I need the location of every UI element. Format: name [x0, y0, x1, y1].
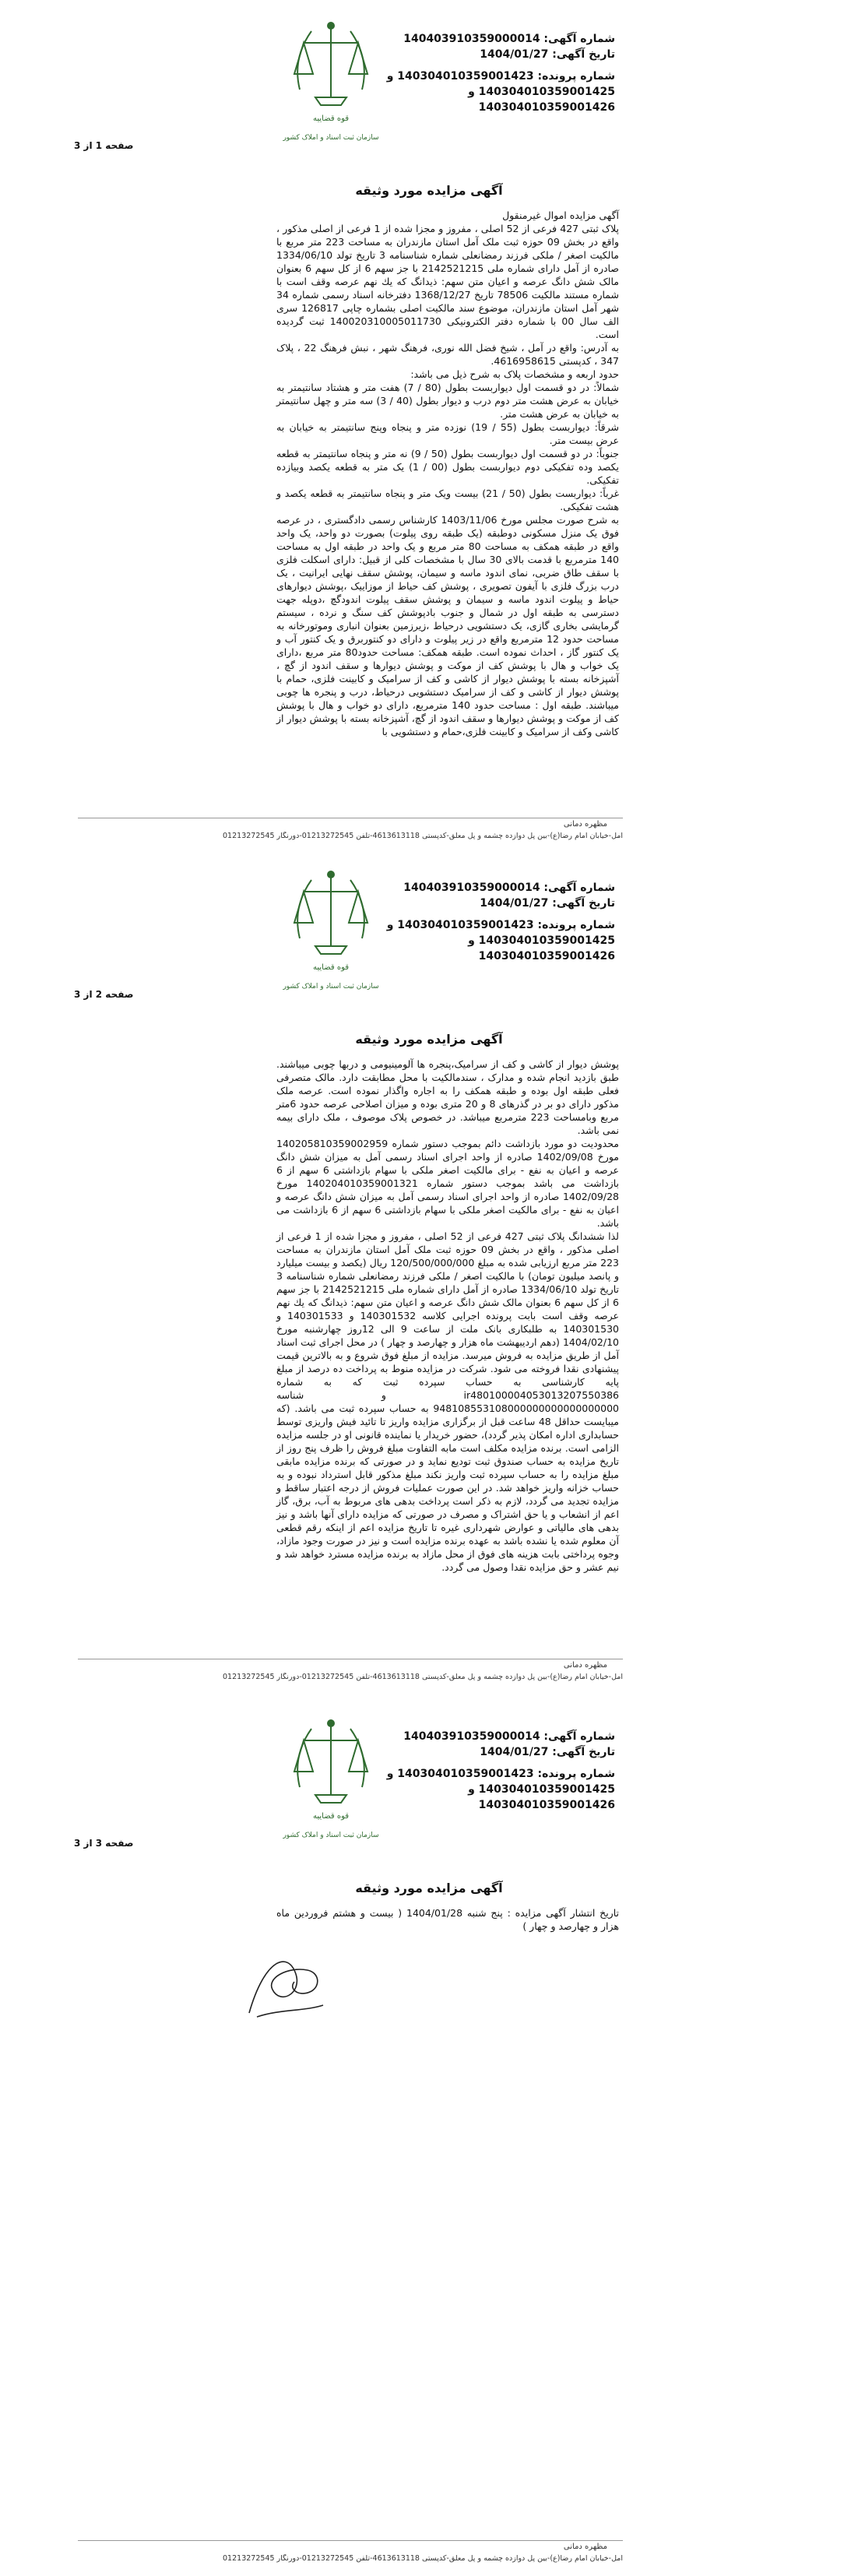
file-number-3: 140304010359001426 [478, 1799, 615, 1811]
paragraph: به آدرس: واقع در آمل ، شیخ فضل الله نوری، فرهنگ شهر ، نبش فرهنگ 22 ، پلاک 347 ، کدپستی 4616958615. [276, 342, 620, 367]
file-number-1: شماره پرونده: 140304010359001423 و [386, 1768, 615, 1780]
svg-text:قوه قضاییه: قوه قضاییه [312, 114, 350, 123]
paragraph: به شرح صورت مجلس مورخ 1403/11/06 کارشناس رسمی دادگستری ، در عرصه فوق یک منزل مسکونی دوطبقه (یک طبقه روی پیلوت) بصورت دو واحد، یک واحد واقع در طبقه همکف به مساحت 80 متر مربع و یک واحد در طبقه اول به مساحت 140 مترمربع با قدمت بالای 30 سال با مشخصات کلی از قبیل: دارای اسکلت فلزی با سقف طاق ضربی، نمای اندود ماسه و سیمان، پوشش سقف نهایی ایرانیت ، یک درب بزرگ فلزی با آیفون تصویری ، پوشش کف حیاط از موزاییک ،پوشش دیوارهای حیاط و پیلوت اندود ماسه و سیمان و پوشش سقف پیلوت اندودگچ ،دوپله جهت دسترسی به طبقه اول در شمال و جنوب بادپوشش کف سنگ و نرده ، سیستم گرمایشی بخاری گازی، یک دستشویی درحیاط ،زیرزمین بعنوان انباری وموتورخانه به مساحت حدود 12 مترمربع واقع در زیر پیلوت و دارای دو کنتوربرق و یک کنتور آب و یک کنتور گاز ، احداث نموده است. طبقه همکف: مساحت حدود80 متر مربع ،دارای یک خواب و هال با پوشش کف از موکت و پوشش دیوارها و سقف اندود از گچ ، آشپزخانه بسته با پوشش دیوار از کاشی و کف از سرامیک و کابینت فلزی، حمام با پوشش دیوار از کاشی و کف از سرامیک دستشویی درحیاط، درب و پنجره ها چوبی میباشند. طبقه اول : مساحت حدود 140 مترمربع، دارای دو خواب و هال با پوشش کف از موکت و پوشش دیوارها و سقف اندود از گچ، آشپزخانه بسته با پوشش دیوار از کاشی وکف از سرامیک و کابینت فلزی،حمام و دستشویی با [276, 514, 619, 737]
paragraph: جنوباً: در دو قسمت اول دیواربست بطول (50 / 9) نه متر و پنجاه سانتیمتر به قطعه یکصد وده تفکیکی دوم دیواربست بطول (00 / 1) یک متر به قطعه یکصد وبیازده تفکیکی. [276, 448, 619, 486]
emblem-caption: سازمان ثبت اسناد و املاک کشور [283, 134, 379, 142]
page-label: صفحه 2 از 3 [74, 989, 134, 1000]
ad-meta [386, 880, 615, 964]
page-title: آگهی مزایده مورد وثیقه [355, 1881, 503, 1895]
page-title: آگهی مزایده مورد وثیقه [355, 1032, 503, 1047]
footer-issuer: مظهره دمانی [563, 1661, 607, 1670]
paragraph: غرباً: دیواربست بطول (50 / 21) بیست ویک متر و پنجاه سانتیمتر به قطعه یکصد و هشت تفکیکی. [276, 487, 619, 512]
paragraph: شرقاً: دیواربست بطول (55 / 19) نوزده متر و پنجاه وپنج سانتیمتر به خیابان به عرض بیست متر. [276, 421, 619, 446]
page-2 [0, 857, 858, 1713]
page-label: صفحه 3 از 3 [74, 1838, 134, 1849]
page-label: صفحه 1 از 3 [74, 140, 134, 151]
paragraph: محدودیت دو مورد بازداشت دائم بموجب دستور شماره 140205810359002959 مورخ 1402/09/08 صادره از واحد اجرای اسناد رسمی آمل به میزان شش دانگ عرصه و اعیان به نفع - برای مالکیت اصغر ملکی با سهام بازداشتی 6 سهم از 6 بازداشت می باشد بموجب دستور شماره 140204010359001321 مورخ 1402/09/28 صادره از واحد اجرای اسناد رسمی آمل به میزان شش دانگ عرصه و اعیان به نفع - برای مالکیت اصغر ملکی با سهام بازداشتی 6 سهم از 6 بازداشت می باشد. [276, 1138, 620, 1229]
ad-number: شماره آگهی: 140403910359000014 [403, 33, 615, 45]
paragraph: لذا ششدانگ پلاک ثبتی 427 فرعی از 52 اصلی ، مفروز و مجزا شده از 1 فرعی از اصلی مذکور ، واقع در بخش 09 حوزه ثبت ملک آمل استان مازندران به مساحت 223 متر مربع ارزیابی شده به مبلغ 120/500/000/000 ریال (یکصد و بیست میلیارد و پانصد میلیون تومان) با مالکیت اصغر / ملکی فرزند رمضانعلی شماره شناسنامه 3 تاریخ تولد 1334/06/10 صادره از آمل دارای شماره ملی 2142521215 با جز سهم 6 از کل سهم 6 بعنوان مالک شش دانگ عرصه و اعیان متن سهم: ذیدانگ که یك نهم عرصه وقف است بابت پرونده اجرایی کلاسه 140301532 و 140301533 و 140301530 به طلبکاری بانک ملت از ساعت 9 الی 12روز چهارشنبه مورخ 1404/02/10 (دهم اردیبهشت ماه هزار و چهارصد و چهار ) در محل اجرای ثبت اسناد آمل از طریق مزایده به فروش میرسد. مزایده از مبلغ فوق شروع و به بالاترین قیمت پیشنهادی نقدا فروخته می شود. شرکت در مزایده منوط به پرداخت ده درصد از مبلغ پایه کارشناسی به حساب سپرده ثبت که به شماره ir480100004053013207550386 و شناسه 948108553108000000000000000000 به حساب سپرده ثبت می باشد. (که میبایست حداقل 48 ساعت قبل از برگزاری مزایده واریز تا تائید فیش واریزی توسط حسابداری اداره امکان پذیر گردد)، حضور خریدار یا نماینده قانونی او در جلسه مزایده الزامی است. برنده مزایده مکلف است مابه التفاوت مبلغ فروش را ظرف پنج روز از تاریخ مزایده به حساب صندوق ثبت تودیع نماید و در صورتی که برنده مزایده مابقی مبلغ مزایده را به حساب سپرده ثبت واریز نکند مبلغ مذکور قابل استرداد نبوده و به حساب خزانه واریز خواهد شد. در این صورت عملیات فروش از درجه اعتبار ساقط و مزایده تجدید می گردد، لازم به ذکر است پرداخت بدهی های مربوط به آب، برق، گاز اعم از انشعاب و یا حق اشتراک و مصرف در صورتی که مزایده دارای آنها باشد و نیز بدهی های مالیاتی و عوارض شهرداری غیره تا تاریخ مزایده اعم از اینکه رقم قطعی آن معلوم شده یا نشده باشد به عهده برنده مزایده است و نیز در صورت وجود مازاد، وجوه پرداختی بابت هزینه های فوق از محل مازاد به برنده مزایده مسترد خواهد شد و نیم عشر و حق مزایده نقدا وصول می گردد. [276, 1230, 620, 1573]
file-number-2: 140304010359001425 و [468, 1783, 615, 1796]
judiciary-emblem-icon [280, 12, 382, 144]
paragraph: تاریخ انتشار آگهی مزایده : پنج شنبه 1404/01/28 ( بیست و هشتم فروردین ماه هزار و چهارصد و چهار ) [276, 1907, 619, 1932]
footer-divider [78, 2540, 623, 2541]
file-number-2: 140304010359001425 و [468, 86, 615, 98]
emblem-caption: سازمان ثبت اسناد و املاک کشور [283, 983, 379, 991]
svg-text:قوه قضاییه: قوه قضاییه [312, 1812, 350, 1821]
paragraph: پوشش دیوار از کاشی و کف از سرامیک،پنجره ها آلومینیومی و دربها چوبی میباشند. طبق بازدید انجام شده و مدارک ، سندمالکیت با محل مطابقت دارد. مالک متصرفی فعلی طبقه اول بوده و طبقه همکف را به اجاره واگذار نموده است. عرصه ملک مذکور دارای دو بر در گذرهای 8 و 20 متری بوده و میزان اصلاحی عرصه حدود 6متر مربع وبامساحت 223 مترمربع میباشد. در خصوص پلاک موصوف ، ملک دارای بیمه نمی باشد. [276, 1058, 619, 1136]
ad-number: شماره آگهی: 140403910359000014 [403, 882, 615, 894]
page-3 [0, 1705, 858, 2576]
ad-number: شماره آگهی: 140403910359000014 [403, 1730, 615, 1743]
footer-address: آمل-خیابان امام رضا(ع)-بین پل دوازده چشمه و پل معلق-کدپستی 4613613118-تلفن 01213272545-دورنگار 01213272545 [223, 1673, 623, 1681]
ad-body [276, 1057, 619, 1574]
ad-body [276, 1906, 619, 1933]
file-number-3: 140304010359001426 [478, 101, 615, 114]
footer-issuer: مظهره دمانی [563, 2543, 607, 2551]
footer-address: آمل-خیابان امام رضا(ع)-بین پل دوازده چشمه و پل معلق-کدپستی 4613613118-تلفن 01213272545-دورنگار 01213272545 [223, 832, 623, 840]
ad-meta [386, 31, 615, 115]
ad-date: تاریخ آگهی: 1404/01/27 [480, 48, 615, 61]
file-number-3: 140304010359001426 [478, 950, 615, 962]
emblem-caption: سازمان ثبت اسناد و املاک کشور [283, 1832, 379, 1839]
file-number-1: شماره پرونده: 140304010359001423 و [386, 70, 615, 83]
paragraph: پلاک ثبتی 427 فرعی از 52 اصلی ، مفروز و مجزا شده از 1 فرعی از اصلی مذکور ، واقع در بخش 09 حوزه ثبت ملک آمل استان مازندران به مساحت 223 متر مربع با مالکیت اصغر / ملکی فرزند رمضانعلی شماره شناسنامه 3 تاریخ تولد 1334/06/10 صادره از آمل دارای شماره ملی 2142521215 با جز سهم 6 از کل سهم 6 بعنوان مالک شش دانگ عرصه و اعیان متن سهم: ذیدانگ که یك نهم عرصه وقف است با شماره مستند مالکیت 78506 تاریخ 1368/12/27 دفترخانه اسناد رسمی شماره 34 شهر آمل استان مازندران، موضوع سند مالکیت اصلی بشماره چاپی 126817 سری الف سال 00 با شماره دفتر الکترونیکی 140020310005011730 ثبت گردیده است. [276, 223, 620, 340]
paragraph: آگهی مزایده اموال غیرمنقول [502, 209, 619, 221]
footer-address: آمل-خیابان امام رضا(ع)-بین پل دوازده چشمه و پل معلق-کدپستی 4613613118-تلفن 01213272545-دورنگار 01213272545 [223, 2554, 623, 2563]
page-1 [0, 0, 858, 857]
ad-meta [386, 1729, 615, 1813]
paragraph: حدود اربعه و مشخصات پلاک به شرح ذیل می باشد: [410, 368, 619, 380]
signature-icon [234, 1943, 335, 2029]
ad-date: تاریخ آگهی: 1404/01/27 [480, 897, 615, 910]
page-title: آگهی مزایده مورد وثیقه [355, 183, 503, 198]
svg-text:قوه قضاییه: قوه قضاییه [312, 963, 350, 972]
ad-date: تاریخ آگهی: 1404/01/27 [480, 1746, 615, 1758]
file-number-2: 140304010359001425 و [468, 934, 615, 947]
footer-issuer: مظهره دمانی [563, 820, 607, 829]
judiciary-emblem-icon [280, 1709, 382, 1842]
ad-body [276, 209, 619, 738]
paragraph: شمالاً: در دو قسمت اول دیواربست بطول (80 / 7) هفت متر و هشتاد سانتیمتر به خیابان به عرض هشت متر دوم درب و دیوار بطول (40 / 3) سه متر و چهل سانتیمتر به خیابان به عرض هشت متر. [276, 382, 619, 420]
judiciary-emblem-icon [280, 860, 382, 993]
file-number-1: شماره پرونده: 140304010359001423 و [386, 919, 615, 931]
